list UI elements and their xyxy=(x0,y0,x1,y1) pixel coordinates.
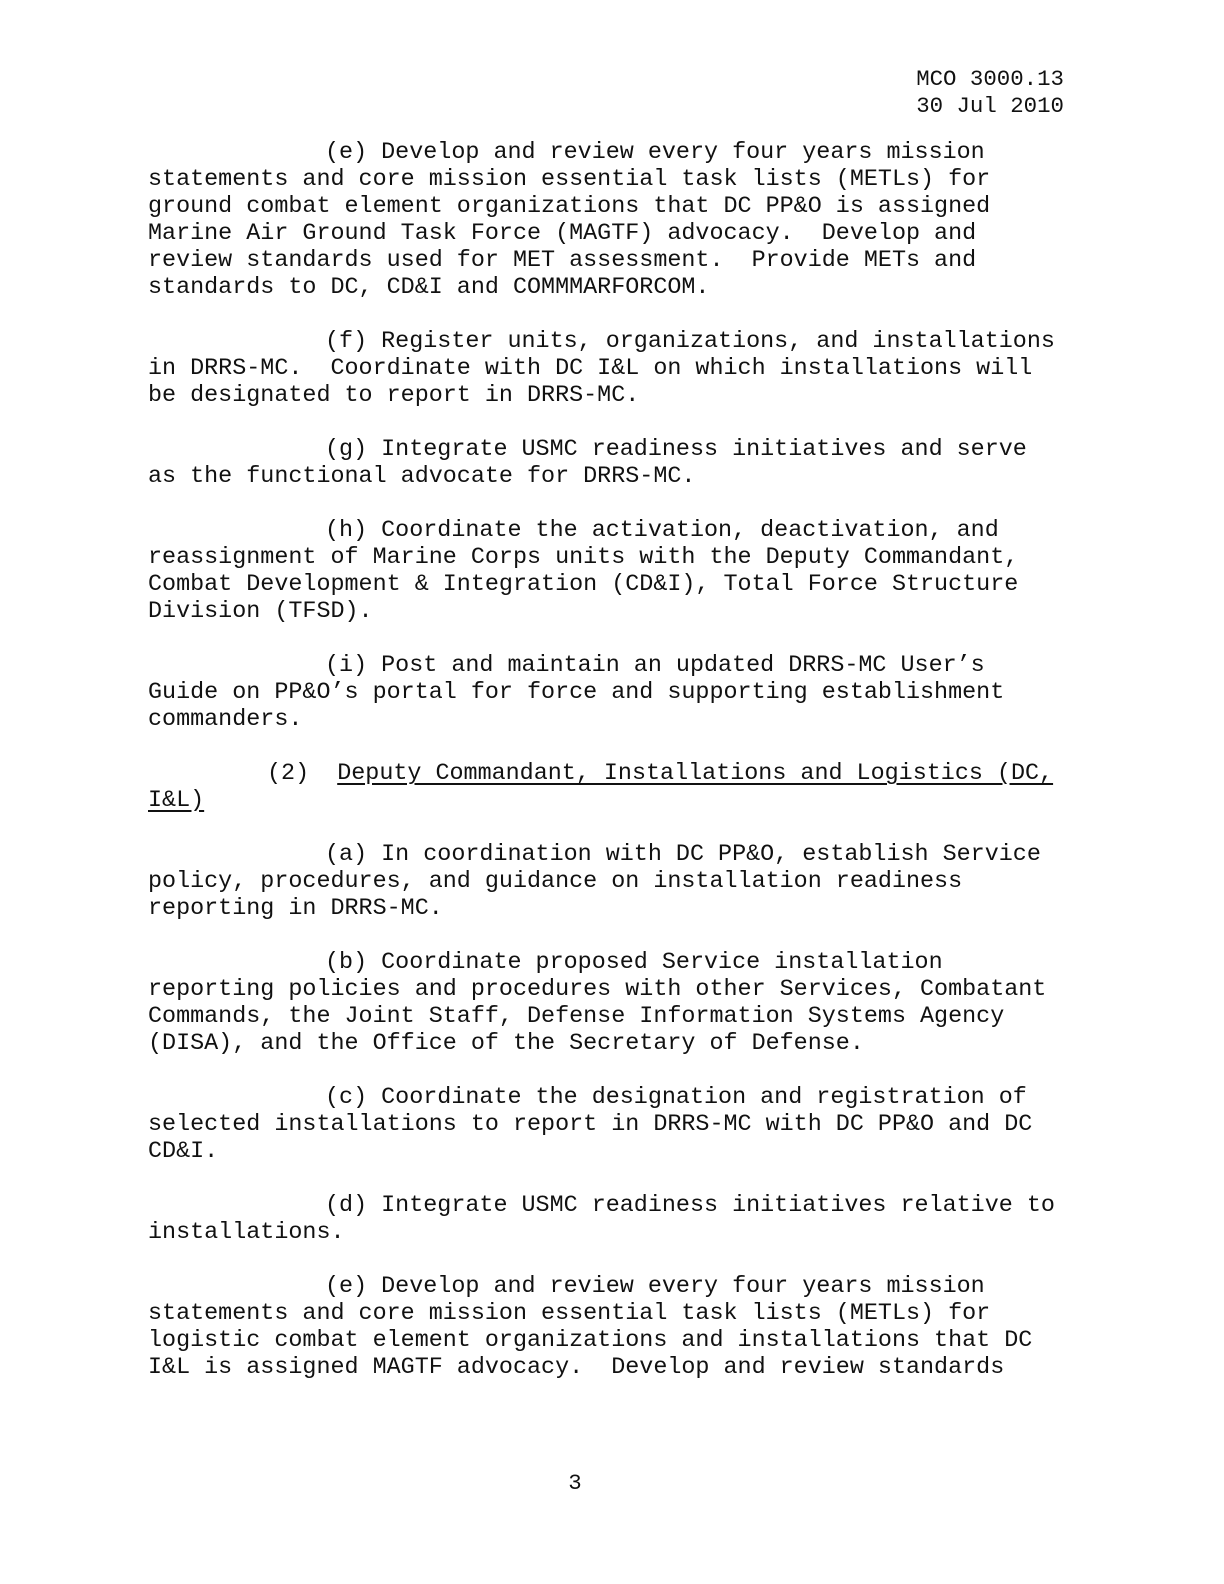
paragraph-line: installations. xyxy=(148,1220,345,1246)
paragraph-line: selected installations to report in DRRS-MC with DC PP&O and DC xyxy=(148,1112,1033,1138)
paragraph-line: commanders. xyxy=(148,707,303,733)
paragraph-line: logistic combat element organizations and installations that DC xyxy=(148,1328,1033,1354)
section-title-continued: I&L) xyxy=(148,788,205,814)
paragraph-line: statements and core mission essential task lists (METLs) for xyxy=(148,167,991,193)
paragraph-line: I&L is assigned MAGTF advocacy. Develop and review standards xyxy=(148,1355,1005,1381)
paragraph-line: (e) Develop and review every four years mission xyxy=(325,140,985,166)
order-number: MCO 3000.13 xyxy=(916,66,1064,92)
paragraph-line: (a) In coordination with DC PP&O, establish Service xyxy=(325,842,1041,868)
paragraph-line: Combat Development & Integration (CD&I), Total Force Structure xyxy=(148,572,1019,598)
paragraph-line: reassignment of Marine Corps units with the Deputy Commandant, xyxy=(148,545,1019,571)
page-number: 3 xyxy=(568,1470,582,1496)
paragraph-line: as the functional advocate for DRRS-MC. xyxy=(148,464,696,490)
paragraph-line: reporting in DRRS-MC. xyxy=(148,896,443,922)
paragraph-line: statements and core mission essential task lists (METLs) for xyxy=(148,1301,991,1327)
section-heading-line xyxy=(148,788,204,815)
paragraph-line: (e) Develop and review every four years mission xyxy=(325,1274,985,1300)
paragraph-line: reporting policies and procedures with other Services, Combatant xyxy=(148,977,1047,1003)
paragraph-line: ground combat element organizations that DC PP&O is assigned xyxy=(148,194,991,220)
paragraph-line: (i) Post and maintain an updated DRRS-MC User’s xyxy=(325,653,985,679)
paragraph-line: (f) Register units, organizations, and installations xyxy=(325,329,1055,355)
paragraph-line: standards to DC, CD&I and COMMMARFORCOM. xyxy=(148,275,710,301)
section-title: Deputy Commandant, Installations and Logistics (DC, xyxy=(337,761,1054,787)
paragraph-line: (h) Coordinate the activation, deactivation, and xyxy=(325,518,999,544)
paragraph-line: Division (TFSD). xyxy=(148,599,373,625)
paragraph-line: Marine Air Ground Task Force (MAGTF) advocacy. Develop and xyxy=(148,221,977,247)
paragraph-line: CD&I. xyxy=(148,1139,219,1165)
paragraph-line: (d) Integrate USMC readiness initiatives relative to xyxy=(325,1193,1055,1219)
section-number: (2) xyxy=(267,761,310,787)
paragraph-line: (g) Integrate USMC readiness initiatives and serve xyxy=(325,437,1027,463)
paragraph-line: (DISA), and the Office of the Secretary of Defense. xyxy=(148,1031,864,1057)
document-header xyxy=(916,66,1064,120)
paragraph-line: be designated to report in DRRS-MC. xyxy=(148,383,640,409)
paragraph-line: policy, procedures, and guidance on installation readiness xyxy=(148,869,963,895)
section-heading-line xyxy=(267,761,1053,788)
paragraph-line: (c) Coordinate the designation and registration of xyxy=(325,1085,1027,1111)
paragraph-line: (b) Coordinate proposed Service installation xyxy=(325,950,943,976)
paragraph-line: Commands, the Joint Staff, Defense Information Systems Agency xyxy=(148,1004,1005,1030)
paragraph-line: review standards used for MET assessment. Provide METs and xyxy=(148,248,977,274)
paragraph-line: in DRRS-MC. Coordinate with DC I&L on which installations will xyxy=(148,356,1033,382)
order-date: 30 Jul 2010 xyxy=(916,93,1064,119)
paragraph-line: Guide on PP&O’s portal for force and supporting establishment xyxy=(148,680,1005,706)
